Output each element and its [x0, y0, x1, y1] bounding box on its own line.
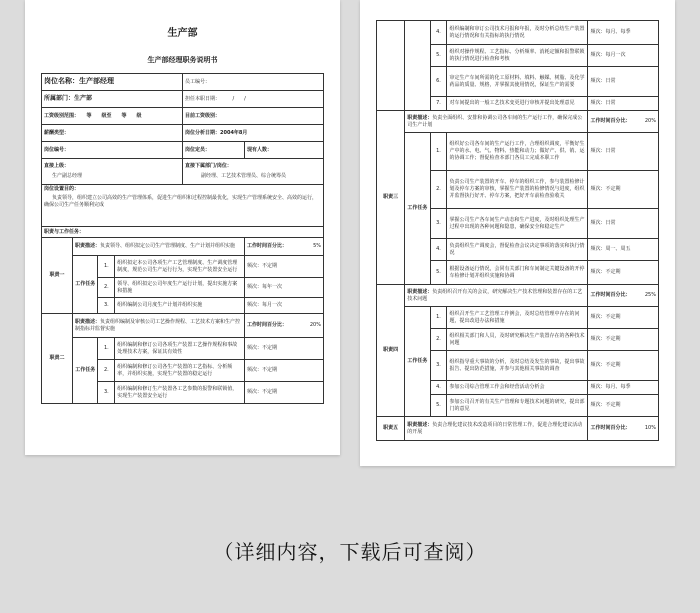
- duty3-task-text: 根据设备运行情况，会同有关部门和车间制定关键设备的开停车检修计划并组织实施和协调: [447, 261, 588, 285]
- duty4-task-text: 组织相关部门和人员，及时研究解决生产装置存在的各种技术问题: [447, 329, 588, 351]
- duty2-task-no: 1.: [98, 338, 115, 360]
- duty3-task-text: 负责组织生产调度会，督促检查会议决定事项的落实和执行情况: [447, 239, 588, 261]
- superior-table: [41, 158, 324, 185]
- duty3-table: [376, 110, 659, 285]
- duty2-task-text: 组织编制和修订公司各项生产装置工艺操作规程和事故处理技术方案，保证其有效性: [115, 338, 245, 360]
- superior-cell: [42, 159, 183, 185]
- cont-task-freq: 频次：日常: [588, 67, 659, 97]
- duty1-desc: 负责领导、组织拟定公司生产管理制度、生产计划并组织实施: [100, 243, 236, 250]
- post-set-cell: 岗位定员：: [183, 142, 245, 159]
- duty5-table: [376, 416, 659, 441]
- cont-task-no: 4.: [430, 21, 447, 45]
- duty1-task-no: 3.: [98, 298, 115, 314]
- duty2-name: 职责二: [42, 314, 73, 404]
- document-subtitle: 生产部经理职务说明书: [147, 56, 218, 64]
- duty4-time-value: 25%: [644, 292, 656, 299]
- duty4-task-freq: 频次：不定期: [588, 351, 659, 381]
- duty2-desc: 负责组织编制及审核公司工艺操作规程、工艺技术方案和生产控制指标并监督实施: [75, 318, 241, 332]
- purpose-cell: [42, 185, 324, 227]
- post-info-table: [41, 141, 324, 159]
- document-page-left: [25, 0, 340, 455]
- cont-task-text: 组织编制和审订公司技术月报和年报，及时分析总结生产装置的运行情况和有关指标的执行情况: [447, 21, 588, 45]
- purpose-label: 岗位设置目的：: [44, 186, 80, 192]
- duty4-task-freq: 频次：不定期: [588, 307, 659, 329]
- cont-task-freq: 频次：每月、每季: [588, 21, 659, 45]
- duty3-task-freq: 频次：不定期: [588, 171, 659, 209]
- duty3-desc-cell: [405, 111, 588, 133]
- duty1-task-text: 领导、组织拟定公司年度生产运行计划，提出实施方案和措施: [115, 278, 245, 298]
- cont-task-text: 审定生产车间所需的化工原材料、填料、触媒、树脂、及化学药品的质量、规格，并掌握其使用情况，保证生产的需要: [447, 67, 588, 97]
- direct-superior-label: 直接上级：: [44, 163, 70, 170]
- duty5-desc-cell: [405, 417, 588, 441]
- duty1-time-label: 工作时间百分比：: [247, 243, 288, 250]
- purpose-table: [41, 184, 324, 238]
- assume-date-cell: 担任本职日期： / /: [183, 91, 324, 108]
- department-title: 生产部: [167, 28, 198, 39]
- duty2-desc-cell: [73, 314, 245, 338]
- employee-no-cell: 员工编号：: [183, 74, 324, 91]
- duty3-task-text: 负责公司生产装置的开车、停车的组织工作，参与装置检修计划及停车方案的审核，掌握生产装置的检修情况与进度，组织并监督执行好开、停车方案，把好开车前检查验收关: [447, 171, 588, 209]
- cont-task-freq: 频次：每月一次: [588, 45, 659, 67]
- duty3-desc-label: 职责描述：: [407, 114, 433, 121]
- purpose-text: 负责领导，组织建立公司高效的生产管理体系，促进生产组织和过程控制最优化，实现生产管理系统安全、高效的运行，确保公司生产任务顺利完成: [44, 194, 318, 208]
- duty4-time-cell: [588, 285, 659, 307]
- cont-task-no: 7.: [430, 97, 447, 111]
- job-info-table: [41, 73, 324, 142]
- duty3-task-no: 4.: [430, 239, 447, 261]
- duty1-desc-cell: [73, 238, 245, 256]
- duty2-task-no: 3.: [98, 382, 115, 404]
- duty4-task-no: 1.: [430, 307, 447, 329]
- duty5-time-label: 工作时间百分比：: [590, 425, 631, 432]
- duty2-task-freq: 频次：不定期: [245, 382, 324, 404]
- duty2-task-text: 组织编制和修订公司各生产装置的工艺指标、分析频率，并组织实施，实现生产装置的稳定运行: [115, 360, 245, 382]
- duty3-task-no: 1.: [430, 133, 447, 171]
- duty2-task-freq: 频次：不定期: [245, 338, 324, 360]
- duty4-task-no: 4.: [430, 381, 447, 395]
- cont-task-no: 5.: [430, 45, 447, 67]
- direct-subordinate-value: 副经理、工艺技术管理员、综合统筹员: [201, 173, 287, 179]
- duty4-task-text: 参加公司召开的有关生产管理和专题技术问题的研究，提出部门的意见: [447, 395, 588, 417]
- duty2-task-no: 2.: [98, 360, 115, 382]
- duty2-task-freq: 频次：不定期: [245, 360, 324, 382]
- duty5-desc: 负责合理化建议技术改造项目的日常管理工作，促进合理化建议活动的开展: [407, 421, 583, 435]
- department-cell: 所属部门：生产部: [42, 91, 183, 108]
- duty1-task-text: 组织拟定本公司各项生产工艺管理制度、生产调度管理制度，规范公司生产运行行为，实现生产装置安全运行: [115, 256, 245, 278]
- direct-superior-value: 生产副总经理: [52, 173, 83, 179]
- duty4-task-text: 组织指导重大事故的分析，及时总结及发生的事故，提出事故报告、提出防范措施，并参与其他相关事故的调查: [447, 351, 588, 381]
- duty5-time-cell: [588, 417, 659, 441]
- duty5-time-value: 10%: [644, 425, 656, 432]
- cont-task-no: 6.: [430, 67, 447, 97]
- duty5-desc-label: 职责描述：: [407, 421, 433, 428]
- download-notice: （详细内容，下载后可查阅）: [213, 540, 487, 564]
- duty2-cont-task-cell: [405, 21, 430, 111]
- duty5-name: 职责五: [377, 417, 405, 441]
- duty1-task-no: 2.: [98, 278, 115, 298]
- document-page-right: [360, 0, 675, 466]
- duty1-task-text: 组织编制公司月度生产计划并组织实施: [115, 298, 245, 314]
- duty1-task-freq: 频次：每年一次: [245, 278, 324, 298]
- duty4-task-label: 工作任务: [405, 307, 430, 417]
- duty4-task-no: 3.: [430, 351, 447, 381]
- duty4-task-text: 组织召开生产工艺管理工作例会，及时总结管理中存在的问题，提出改进办法和措施: [447, 307, 588, 329]
- duty3-task-freq: 频次：周一、周五: [588, 239, 659, 261]
- duty4-desc: 负责组织召开有关的会议，研究解决生产技术管理和装置存在的工艺技术问题: [407, 288, 583, 302]
- duty3-task-no: 5.: [430, 261, 447, 285]
- duty3-time-value: 20%: [644, 118, 656, 125]
- duty1-task-label: 工作任务: [73, 256, 98, 314]
- duty2-desc-label: 职责描述：: [75, 318, 101, 325]
- duty4-task-freq: 频次：每月、每季: [588, 381, 659, 395]
- duty2-time-label: 工作时间百分比：: [247, 322, 288, 329]
- duty4-task-freq: 频次：不定期: [588, 395, 659, 417]
- position-name-cell: 岗位名称：生产部经理: [42, 74, 183, 91]
- subordinate-cell: [183, 159, 324, 185]
- duty2-task-text: 组织编制和修订生产装置各工艺参数的报警和联锁值，实现生产装置安全运行: [115, 382, 245, 404]
- salary-level-cell: 工资级别范围： 等 级至 等 级: [42, 108, 183, 125]
- current-salary-cell: 目前工资级别：: [183, 108, 324, 125]
- duty1-name: 职责一: [42, 238, 73, 314]
- duty2-cont-name-cell: [377, 21, 405, 111]
- duty2-table: [41, 313, 324, 404]
- duty3-task-freq: 频次：日常: [588, 209, 659, 239]
- duty2-time-value: 20%: [309, 322, 321, 329]
- cont-task-text: 对车间提出的一般工艺技术变更进行审核并提出处理意见: [447, 97, 588, 111]
- duty2-time-cell: [245, 314, 324, 338]
- duty1-table: [41, 237, 324, 314]
- duty4-name: 职责四: [377, 285, 405, 417]
- duty4-desc-cell: [405, 285, 588, 307]
- duty3-desc: 负责全面组织、安排和协调公司各车间的生产运行工作，确保完成公司生产计划: [407, 114, 583, 128]
- duty3-time-cell: [588, 111, 659, 133]
- salary-type-cell: 薪酬类型：: [42, 125, 183, 142]
- duty3-task-text: 掌握公司生产各车间生产动态和生产进度，及时组织处理生产过程中出现的各种问题和隐患，确保安全和稳定生产: [447, 209, 588, 239]
- duties-label-cell: 职责与工作任务：: [42, 227, 324, 238]
- duty3-task-no: 3.: [430, 209, 447, 239]
- duty4-task-text: 参加公司综合管理工作会和经营活动分析会: [447, 381, 588, 395]
- duty1-task-freq: 频次：每月一次: [245, 298, 324, 314]
- duty2-cont-table: [376, 20, 659, 111]
- duty3-task-freq: 频次：日常: [588, 133, 659, 171]
- duty1-desc-label: 职责描述：: [75, 243, 101, 250]
- duty3-task-freq: 频次：不定期: [588, 261, 659, 285]
- duty4-desc-label: 职责描述：: [407, 288, 433, 295]
- duty4-task-no: 5.: [430, 395, 447, 417]
- duty1-task-no: 1.: [98, 256, 115, 278]
- cont-task-freq: 频次：日常: [588, 97, 659, 111]
- direct-subordinate-label: 直接下属部门/岗位：: [185, 163, 232, 170]
- duty4-table: [376, 284, 659, 417]
- analysis-date-cell: 岗位分析日期：2004年8月: [183, 125, 324, 142]
- duty1-time-cell: [245, 238, 324, 256]
- duty2-task-label: 工作任务: [73, 338, 98, 404]
- duty3-task-label: 工作任务: [405, 133, 430, 285]
- duty1-task-freq: 频次：不定期: [245, 256, 324, 278]
- cont-task-text: 组织对操作规程、工艺指标、分析频率、消耗定额和报警联锁的执行情况进行检查和考核: [447, 45, 588, 67]
- duty3-time-label: 工作时间百分比：: [590, 118, 631, 125]
- duty3-task-no: 2.: [430, 171, 447, 209]
- duty4-task-freq: 频次：不定期: [588, 329, 659, 351]
- post-no-cell: 岗位编号：: [42, 142, 183, 159]
- current-staff-cell: 现有人数：: [245, 142, 324, 159]
- duty1-time-value: 5%: [313, 243, 321, 250]
- duty3-task-text: 组织好公司各车间的生产运行工作，合理组织调度，平衡好生产中的水、电、气、物料、热能和动力；做好产、供、销、运的协调工作；督促检查本部门各员工完成本职工作: [447, 133, 588, 171]
- duty4-task-no: 2.: [430, 329, 447, 351]
- duty3-name: 职责三: [377, 111, 405, 285]
- duty4-time-label: 工作时间百分比：: [590, 292, 631, 299]
